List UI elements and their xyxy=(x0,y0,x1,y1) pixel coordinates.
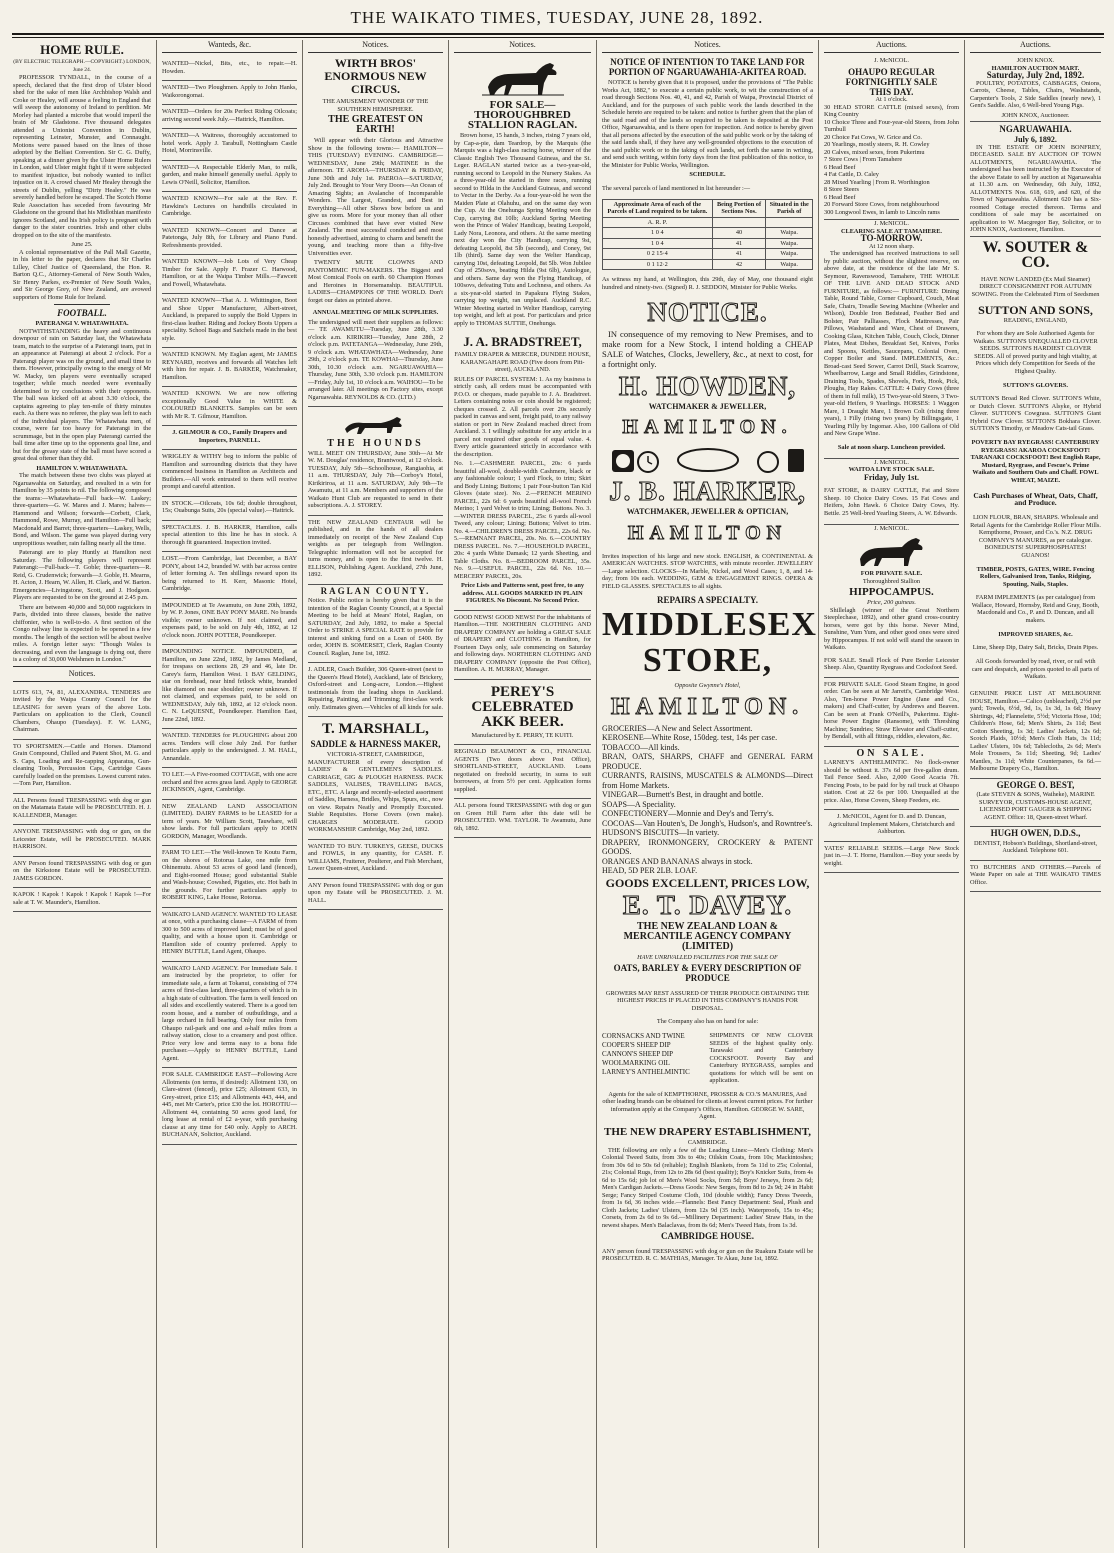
list-item: 6 Head Beef xyxy=(824,163,856,171)
butchers-text: TO BUTCHERS AND OTHERS.—Parcels of Waste Paper on sale at THE WAIKATO TIMES Office. xyxy=(970,863,1101,886)
classified-ad xyxy=(162,348,297,387)
auctioneer-name: J. McNICOL. xyxy=(824,524,959,533)
football-title: FOOTBALL. xyxy=(57,308,107,318)
circus-subtitle: THE AMUSEMENT WONDER OF THE SOUTHERN HEMISPHERE. xyxy=(322,98,429,113)
table-row xyxy=(603,228,813,239)
list-item: SOAPS—A Speciality. xyxy=(602,799,676,809)
circus-title: WIRTH BROS' ENORMOUS NEW CIRCUS. xyxy=(324,56,427,96)
owen-title: HUGH OWEN, D.D.S., xyxy=(990,828,1081,839)
table-cell: Waipa. xyxy=(766,249,813,260)
ad-text: WAIKATO LAND AGENCY. WANTED TO LEASE at once, with a purchasing clause—A FARM of from 300 to 500 acres of improved land; must be of good quality, and with a house upon it. Cambridge or Hamilton side of country preferred. Apply to HENRY BUTTLE, Land Agent, Ohaupo. xyxy=(162,910,297,955)
list-item: 4 Fat Cattle, D. Caley xyxy=(824,171,879,178)
list-item: KEROSENE—White Rose, 150deg. test, 14s per case. xyxy=(602,733,778,743)
classified-ad xyxy=(162,552,297,599)
ad-text: LOST.—From Cambridge, last December, a BAY PONY, about 14.2, branded W. with bar across centre of letter forming A. Ten shillings reward upon its being returned to H. Kerr, Masonic Hotel, Cambridge. xyxy=(162,555,297,592)
ad-text: J. GILMOUR & CO., Family Drapers and Importers, PARNELL. xyxy=(172,429,287,444)
notice-ad xyxy=(13,888,151,912)
marshall-ad xyxy=(308,717,443,840)
trespass-text: ANY person found TRESPASSING with dog or gun on the Ruakura Estate will be PROSECUTED. R. C. MATHIAS, Manager. Te Akau, June 1st, 1892. xyxy=(602,1247,813,1263)
ngaruawahia-text: IN THE ESTATE OF JOHN BONFREY, DECEASED. SALE BY AUCTION OF TOWN ALLOTMENTS, NGARUAWAHIA. The undersigned has been instructed by the Executor of the above Estate to sell by auction at Ngaruawahia at 11.30 a.m. on Wednesday, 6th July, 1892, ALLOTMENTS Nos. 618, 619, and 620, of the Town of Ngaruawahia. Allotment 620 has a Six-roomed Cottage erected thereon. Terms and conditions of sale may be ascertained on application to W. Macgregor Bay, Solicitor, or to JOHN KNOX, Auctioneer, Hamilton. xyxy=(970,143,1101,233)
classified-ad xyxy=(162,521,297,553)
marshall-text: MANUFACTURER of every description of LADIES' & GENTLEMEN'S SADDLES. CARRIAGE, GIG & PLOUGH HARNESS. PACK SADDLES, VALISES, TRAVELLING BAGS, ETC., ETC. A large and recently-selected assortment of Saddles, Harness, Bridles, Whips, Spurs, etc., now on view. Repairs Neatly and Promptly Executed. Stable Requisites. Horse Covers (own make). CHARGES MODERATE. GOOD WORKMANSHIP. Cambridge, May 2nd, 1892. xyxy=(308,758,443,833)
drapery-title: THE NEW DRAPERY ESTABLISHMENT, xyxy=(603,1126,812,1139)
list-item: WOOLMARKING OIL xyxy=(602,1059,670,1068)
bradstreet-rules: RULES OF PARCEL SYSTEM: 1. As my business is strictly cash, all orders must be accompanied with P.O.O. or cheques, made payable to J. A. Bradstreet. Letters containing notes or coin should be registered; cheques crossed. 2. All parcels over 20s securely packed in canvas and sent, freight paid, to any railway station or port in New Zealand reached direct from Auckland. 3. I willingly substitute for any article in a parcel not required other goods of equal value. 4. Every article guaranteed strictly in accordance with the description. xyxy=(454,375,591,458)
column-4 xyxy=(448,40,596,1548)
owen-ad xyxy=(970,827,1101,861)
ohaupo-sale-day: THIS DAY. xyxy=(869,86,914,97)
ad-text: TO LET.—A Five-roomed COTTAGE, with one acre orchard and five acres grass land. Apply to GEORGE JICKINSON, Agent, Cambridge. xyxy=(162,771,297,793)
classified-ad xyxy=(162,105,297,129)
butchers-ad xyxy=(970,861,1101,893)
divider xyxy=(54,304,109,305)
ad-text: WANTED—Two Ploughmen. Apply to John Hanks, Waikorongomai. xyxy=(162,84,297,99)
ohaupo-sale-time: At 1 o'clock. xyxy=(875,96,908,103)
bradstreet-parcels: No. 1.—CASHMERE PARCEL, 20s: 6 yards beautiful all-wool, double-width Cashmere, black or any fashionable colour; 1 yard Flock, to trim; Skirt and Body Lining; Buttons; 1 pair Four-button Tan Kid Gloves (state size). No. 2.—FRENCH MERINO PARCEL, 22s 6d: 6 yards beautiful all-wool French Merino; 1 yard Velvet to trim; Lining; Buttons. No. 3.—WINTER DRESS PARCEL, 25s: 6 yards all-wool Tweed, any colour; Lining; Buttons; Velvet to trim. No. 4.—CHILDREN'S DRESS PARCEL, 22s 6d. No. 5.—REMNANT PARCEL, 20s. No. 6.—COUNTRY DRESS PARCEL. No. 7.—HOUSEHOLD PARCEL, 20s: 4 yards White Damask; 12 yards Sheeting, and Table Cloths. No. 8.—BEDROOM PARCEL, 35s. No. 9.—USEFUL PARCEL, 22s 6d. No. 10.—MERCERY PARCEL, 20s. xyxy=(454,460,591,580)
classified-ad xyxy=(162,161,297,193)
nz-loan-title: THE NEW ZEALAND LOAN & MERCANTILE AGENCY COMPANY (LIMITED) xyxy=(623,920,792,952)
schedule-header-row xyxy=(603,199,813,217)
for-sale-ad xyxy=(824,654,959,678)
auctioneer-name: J. McNICOL. xyxy=(874,57,909,64)
ad-text: NEW ZEALAND LAND ASSOCIATION (LIMITED). DAIRY FARMS to be LEASED for a term of years. Mr William Scott, Tauwhare, will show lands. For full particulars apply to JOHN GORDON, Manager, Woodlands. xyxy=(162,802,297,840)
column-2 xyxy=(156,40,302,1548)
list-item: CONFECTIONERY—Monnie and Dey's and Terry's. xyxy=(602,809,774,819)
on-sale-title: ON SALE. xyxy=(856,747,927,759)
table-cell: Waipa. xyxy=(766,228,813,239)
hippocampus-name: HIPPOCAMPUS. xyxy=(849,586,934,599)
beaumont-ad xyxy=(454,745,591,799)
notice-heading-large: NOTICE. xyxy=(647,296,768,327)
clearing-sale-footer: Sale at noon sharp. Luncheon provided. xyxy=(837,443,946,451)
list-item: 28 Mixed Yearling | From R. Worthington xyxy=(824,178,930,186)
table-cell: 0 1 12·2 xyxy=(603,259,713,270)
classified-ad xyxy=(162,426,297,450)
farm-implements-text: FARM IMPLEMENTS (as per catalogue) from Wallace, Howard, Hornsby, Reid and Gray, Booth, Macdonald and Co., P. and D. Duncan, and all makers. xyxy=(971,594,1100,624)
middlesex-list xyxy=(602,724,813,876)
auctions-heading: Auctions. xyxy=(970,40,1101,53)
ad-text: WRIGLEY & WITHY beg to inform the public of Hamilton and surrounding districts that they have commenced business in Hamilton as Architects and Builders.—All work entrusted to them will receive prompt and careful attention. xyxy=(162,453,297,490)
nz-loan-right-text: SHIPMENTS OF NEW CLOVER SEEDS of the highest quality only. Tarawaki and Canterbury COCKSFOOT. Poverty Bay and Canterbury RYEGRASS, samples and quotations for which will be sent on application. xyxy=(709,1032,813,1085)
list-item: CANNON'S SHEEP DIP xyxy=(602,1050,674,1059)
flour-text: LION FLOUR, BRAN, SHARPS. Wholesale and Retail Agents for the Cambridge Roller Flour Mills. Kempthorne, Prosser, and Co.'s. N.Z. DRUG COMPANY'S MANURES, as per catalogue. BONEDUSTS! SUPERPHOSPHATES! GUANOS! xyxy=(970,514,1101,559)
auctioneer-name: J. McNICOL. xyxy=(824,219,959,228)
classified-ad xyxy=(162,57,297,81)
classified-ad xyxy=(162,962,297,1069)
schedule-header: Approximate Area of each of the Parcels of Land required to be taken. xyxy=(603,199,713,217)
classified-ad xyxy=(162,800,297,847)
auctioneer-signature: JOHN KNOX, Auctioneer. xyxy=(1001,111,1070,119)
best-title: GEORGE O. BEST, xyxy=(996,779,1075,790)
column-1 xyxy=(8,40,156,1548)
adler-ad xyxy=(308,663,443,717)
centaur-text: THE NEW ZEALAND CENTAUR will be published, and in the hands of all dealers immediately on receipt of the New Zealand Cup weights as per telegraph from Wellington. Telegraphic information will not be accepted for turns money, and is open to the first twelve. H. ELLISON, Publishing Agent. Auckland, 27th June, 1892. xyxy=(308,518,443,578)
list-item: COOPER'S SHEEP DIP xyxy=(602,1041,671,1050)
sutton-text: For whom they are Sole Authorised Agents for Waikato. SUTTON'S UNEQUALLED CLOVER SEEDS. SUTTON'S HARDIEST CLOVER SEEDS. All of proved purity and high vitality, at Prices which defy Competition for Seeds of the Highest Quality. xyxy=(973,330,1098,375)
sutton-title: SUTTON AND SONS, xyxy=(978,302,1093,317)
raglan-county-title: RAGLAN COUNTY. xyxy=(320,585,431,596)
ohaupo-sale-title: OHAUPO REGULAR FORTNIGHTLY SALE xyxy=(845,66,938,87)
football-subhead-2: HAMILTON V. WHATAWHATA. xyxy=(36,464,128,472)
ad-text: WAIKATO LAND AGENCY. For Immediate Sale. I am instructed by the proprietor, to offer for immediate sale, a farm at Tokanui, consisting of 774 acres of first-class land, three-quarters of which is in a high state of cultivation. The farm is well fenced on all sides and excellently watered. There is a good ten room house, and a number of outbuildings, and a large orchard in full bearing. Only four miles from Ohaupo rail-park and one and a-half miles from a railway station, close to a creamery and post office. Price very low and terms easy to a bona fide purchaser.—Apply to HENRY BUTTLE, Land Agent. xyxy=(162,964,297,1062)
souter-text: HAVE NOW LANDED (Ex Mail Steamer) DIRECT CONSIGNMENT FOR AUTUMN SOWING. From the Celebrated Firm of Seedsmen xyxy=(971,275,1100,298)
ad-text: WANTED KNOWN—For sale at the Rev. F. Hawkins's Lectures on handbills circulated in Cambridge. xyxy=(162,195,297,217)
auction-date: Saturday, July 2nd, 1892. xyxy=(986,70,1085,80)
list-item: VINEGAR—Burnett's Best, in draught and bottle. xyxy=(602,790,764,800)
akk-beer-text: Manufactured by E. PERRY, TE KUITI. xyxy=(471,731,574,739)
notice-text: LOTS 613, 74, 81, ALEXANDRA. TENDERS are invited by the Waipa County Council for the LEASING for seven years of the above Lots. Particulars on application to the Clerk, Council Chambers, Ohaupo (Tuesdays). F. W. LANG, Chairman. xyxy=(13,688,151,733)
wanteds-heading: Wanteds, &c. xyxy=(162,40,297,53)
circus-text: Will appear with their Glorious and Attractive Show in the following towns:— HAMILTON—THIS (TUESDAY) EVENING. CAMBRIDGE—WEDNESDAY, June 29th; MATINEE in the afternoon. TE AROHA—THURSDAY & FRIDAY, June 30th and July 1st. PAEROA—SATURDAY, July 2nd. Brought to Your Very Doors—An Ocean of Amazing Sights; an Avalanche of Incomparable Wonders. The Largest, Grandest, and Best in Everything—All other Shows bow before us and give us room. More for your money than all other Circuses combined that have ever visited New Zealand. The most successful conducted and most honestly advertised, aiming to charm and benefit the young, and teaching more than a fifty-five Universities ever. xyxy=(308,137,443,257)
trespass-text: ALL persons found TRESPASSING with dog or gun on Green Hill Farm after this date will be PROSECUTED. WM. TAYLOR. Te Awamutu, June 6th, 1892. xyxy=(454,802,591,832)
nz-loan-text: GROWERS MAY REST ASSURED OF THEIR PRODUCE OBTAINING THE HIGHEST PRICES IF PLACED IN THIS COMPANY'S HANDS FOR DISPOSAL. xyxy=(605,989,810,1012)
howden-trade: WATCHMAKER & JEWELLER, xyxy=(648,401,767,411)
notice-text: KAPOK ! Kapok ! Kapok ! Kapok ! Kapok !—For sale at T. W. Maunder's, Hamilton. xyxy=(13,891,151,906)
home-rule-dateline: (BY ELECTRIC TELEGRAPH.—COPYRIGHT.) LONDON, June 24. xyxy=(13,59,151,73)
home-rule-text: PROFESSOR TYNDALL, in the course of a speech, declared that the first drop of Ulster blood shed for the sake of men like Archbishop Walsh and Croke or Healey, will arouse a feeling in England that will sweep the autonomy of Ireland to perdition. Mr Morley had planted a microbe that would imperil the brain of Mr Gladstone. Five thousand delegates attended a Unionist Convention in Dublin, representing Leinster, Munster, and Connaught. Motions were passed based on the lines of those adopted by the Belfast Convention. Sir C. G. Duffy, speaking at a dinner given by the Ulster Home Rulers in London, said Ulster might fight if it were subjected to manifest injustice, but nobody wanted to inflict injustice on it. A crowd chased Mr Healey through the streets of Dublin, yelling "Dirty Healey." He was severely handled before he escaped. The Scotch Home Rule Association has seceded from favouring Mr Gladstone on the ground that his Midlothian manifesto ignores Scotland, and his Irish policy is pregnant with danger to the sister countries. Irish and other clubs dropped on to the site of the manifesto. xyxy=(13,74,151,239)
home-rule-dateline-2: June 25. xyxy=(71,241,93,248)
harker-name: J. B. HARKER, xyxy=(609,476,806,507)
centaur-ad xyxy=(308,516,443,585)
notice-ad xyxy=(13,740,151,794)
akk-beer-ad xyxy=(454,680,591,746)
list-item: 7 Store Cows | From Tamahere xyxy=(824,156,903,163)
harker-stock-lines: Invites inspection of his large and new stock. ENGLISH, & CONTINENTAL & AMERICAN WATCHES. STOP WATCHES, with minute recorder. JEWELLERY—Large selection. CLOCKS—In Marble, Nickel, and Wood Cases; 1, 8, and 14-day; from 10s each. WEDDING, GEM & ENGAGEMENT RINGS. OPERA & FIELD GLASSES. SPECTACLES to all sights. xyxy=(602,552,813,590)
auctions-heading: Auctions. xyxy=(824,40,959,53)
trespass-ad xyxy=(308,879,443,911)
ngaruawahia-date: July 6, 1892. xyxy=(1014,135,1057,144)
clearing-sale-title: CLEARING SALE AT TAMAHERE. xyxy=(840,227,942,235)
classified-ad xyxy=(162,255,297,294)
table-row xyxy=(603,249,813,260)
horse-cut-icon xyxy=(478,57,568,97)
bradstreet-footer: Price Lists and Patterns sent, post free, to any address. ALL GOODS MARKED IN PLAIN FIGURES. No Discount. No Second Price. xyxy=(460,582,584,604)
masthead-rule xyxy=(12,33,1104,38)
hippocampus-subtitle: Thoroughbred Stallion xyxy=(862,577,921,585)
on-sale-ad xyxy=(824,747,959,811)
melbourne-house-ad xyxy=(970,687,1101,779)
ryegrass-text: POVERTY BAY RYEGRASS! CANTERBURY RYEGRASS! AKAROA COCKSFOOT! TARANAKI COCKSFOOT! Best English Rape, Mustard, Ryegrass, and Fescue's. Prime Waikato and Southern Oats and Chaff. FOWL WHEAT, MAIZE. xyxy=(970,439,1101,484)
auctioneer-name: JOHN KNOX. xyxy=(1016,57,1055,64)
list-item: BRAN, OATS, SHARPS, CHAFF and GENERAL FARM PRODUCE. xyxy=(602,752,813,771)
schedule-header: Being Portion of Sections Nos. xyxy=(712,199,766,217)
trespass-text: ANY Person found TRESPASSING with dog or gun upon my Estate will be PROSECUTED. J. M. HALL. xyxy=(308,881,443,904)
list-item: COCOAS—Van Houten's, De Jongh's, Hudson's, and Rowntree's. xyxy=(602,818,813,828)
trespass-ad xyxy=(454,799,591,838)
marshall-subtitle: SADDLE & HARNESS MAKER, xyxy=(310,739,441,749)
ad-text: WANTED—A Waitress, thoroughly accustomed to hotel work. Apply J. Tarabull, Nottingham Castle Hotel, Morrinsville. xyxy=(162,132,297,154)
table-row xyxy=(603,238,813,249)
masthead: THE WAIKATO TIMES, TUESDAY, JUNE 28, 1892. xyxy=(350,8,764,27)
notice-ad xyxy=(13,825,151,857)
auction-mart-title: HAMILTON AUCTION MART. xyxy=(991,64,1080,72)
hippocampus-text: Shillelagh (winner of the Great Northern Steeplechase, 1892), and other grand cross-country horses, were got by this horse. Never Mind, Sunshine, Yum Yum, and other good ones were sired by Hippocampus. If not sold will stand the season in Waikato. xyxy=(824,606,959,652)
raglan-sale-title: FOR SALE—THOROUGHBRED STALLION RAGLAN. xyxy=(467,99,578,131)
milk-meeting-text: The undersigned will meet their suppliers as follows:— TE AWAMUTU—Tuesday, June 28th, 3.30 o'clock a.m. KIRIKIRI—Tuesday, June 28th, 2 o'clock p.m. PATETANGA—Wednesday, June 29th, 9 o'clock a.m. WHATAWHATA—Wednesday, June 29th, 2 o'clock p.m. TE KOWHAI—Thursday, June 30th, 10.30 o'clock a.m. NGARUAWAHIA—Thursday, June 30th, 3.30 o'clock p.m. HAMILTON—Friday, July 1st, 10 o'clock a.m. WAIHOU—To be arranged later. All meetings on Factory sites, except Ngaruawahia. REYNOLDS & CO. (LTD.) xyxy=(308,318,443,401)
bradstreet-ad xyxy=(454,329,591,611)
classified-ad xyxy=(162,599,297,646)
schedule-note: The several parcels of land mentioned in list hereunder :— xyxy=(602,184,751,192)
classified-ad xyxy=(162,497,297,521)
classified-ad xyxy=(162,387,297,426)
ad-text: FOR SALE. CAMBRIDGE EAST—Following Acre Allotments (on terms, if desired): Allotment 130, on Clare-street (fenced), price £25; Allotment 633, in Grey-street, price £15; and Allotments 443, 444, and 445, met Mr Carter's, price £30 the lot. HOROTIU—Allotment 44, containing 50 acres good land, for long lease at rental of £2 a-year, with purchasing clause at any time for £40 only. Apply to ARCH. BUCHANAN, Solicitor, Auckland. xyxy=(162,1071,297,1138)
bradstreet-title: J. A. BRADSTREET, xyxy=(463,334,582,349)
nz-loan-agents: Agents for the sale of KEMPTHORNE, PROSSER & CO.'S MANURES, And other leading brands can be obtained for clients at lowest current prices. For further information apply at the Company's Offices, Hamilton. GEORGE W. SARE, Agent. xyxy=(602,1090,813,1121)
home-rule-text-2: A colonial representative of the Pall Mall Gazette, in his letter to the paper, declares that Sir Charles Lilley, Chief Justice of Queensland, the Hon. R. Barton Q.C., Attorney-General of New South Wales, Sir Henry Parkes, ex-Premier of New South Wales, and Sir George Grey, of New Zealand, are avowed supporters of Home Rule for Ireland. xyxy=(13,248,151,301)
ad-text: WANTED—Nickel, Bits, etc., to repair.—H. Howden. xyxy=(162,60,297,75)
table-cell: 40 xyxy=(712,228,766,239)
ohaupo-lot-list xyxy=(824,104,959,217)
football-text-3: Paterangi are to play Huntly at Hamilton next Saturday. The following players will represent Paterangi:—Full-back—T. Goble; three-quarters—R. Reid, G. Crudenwick; forwards—J. Goble, H. Mearns, H. Acton, J. Hearn, W. Allen, H. Clark, and W. Barton. Emergencies—Livingstone, Scott, and J. Hodgson. Players are requested to be on the ground at 2.45 p.m. xyxy=(13,549,151,601)
hounds-title: THE HOUNDS xyxy=(327,438,424,449)
football-text-1: NOTWITHSTANDING the heavy and continuous downpour of rain on Saturday last, the Whatawhata team, match to the surprise of a Paterangi team, put in an appearance at Paterangi at about 2 o'clock. For a Paterangi player was on the ground, and small time to them. However, principally owing to the energy of Mr W. Macky, ten players were eventually scraped together; while much needed were eventually determined to try conclusions with their opponents. The ball was kicked off at about 3.30 o'clock, the captains agreeing to play ten-mile of thirty minutes each. As there was no referee, the play was left to each of the individual players. The Whatawhata men, of course, were far too heavy for Paterangi in the scrummage, but in the open play Paterangi carried the ball time after time up to the opponents goal line, and but for the greasy state of the ball must have scored a great deal oftener than they did. xyxy=(13,327,151,462)
classified-ad xyxy=(162,294,297,348)
hounds-text: WILL MEET ON THURSDAY, June 30th—At Mr W. M. Douglas' residence, Brantwood, at 12 o'clock. TUESDAY, July 5th—Schoolhouse, Rangiaohia, at 11 a.m. THURSDAY, July 7th—Corboy's Hotel, Kirikiriroa, at 11 a.m. SATURDAY, July 9th—Te Awamutu, at 11 a.m. Members and supporters of the Waikato Hunt Club are requested to send in their subscriptions. A. J. STOREY. xyxy=(308,449,443,509)
notice-ad xyxy=(13,686,151,740)
cambridge-house: CAMBRIDGE HOUSE. xyxy=(660,1231,754,1242)
howden-place: HAMILTON. xyxy=(622,416,793,439)
clearing-sale-day: TO-MORROW. xyxy=(860,233,923,243)
bradstreet-subtitle: FAMILY DRAPER & MERCER, DUNDEE HOUSE, KARANGAHAPE ROAD (Five doors from Pitt-street), AUCKLAND. xyxy=(454,351,591,373)
list-item: GROCERIES—A New and Select Assortment. xyxy=(602,723,753,733)
raglan-sale-text: Brown horse, 15 hands, 3 inches, rising 7 years old, by Cap-a-pie, dam Teardrop, by the Marquis (the Marquis was a high-class racing horse, winner of the Classic English Two Thousand Guineas, and the St. Leger. RAGLAN started twice as a two-year-old, running second to Leopold in the Nursery Stakes. As a three-year-old he started in three races, running second to Hilda in the Auckland Guineas, and second to Vectar in the Derby. As a four-year-old he won the Maiden Plate at Olahuhu, and on the same day won the Cup. At the Onehunga Spring Meeting won the Cup, carrying 8st 10lb; Auckland Spring Meeting won the Prince of Wales' Handicap, beating Leopold, Lady Nora, Leonora, and others. At the same meeting next day won the City Handicap, carrying 9st, defeating Leopold, 8st 5lb (second), and Coney, 9st 1lb (third). Same day won the Welter Handicap, carrying 10st, defeating Leopold, 8st 5lb. Won Jubilee Cup of 250sovs, beating Hilda (9st 6lb), Autologue, and others. Same day won the Flying Handicap, of 100sovs, defeating Tutu and Lochness, and others. As a six-year-old started in Papakura Flying Stakes, carrying top weight, ran unplaced. Auckland R.C. Winter Meeting started in Welter Handicap, carrying top weight, and left at post. For particulars and price apply to THOMAS SUTTIE, Onehunga. xyxy=(454,132,591,327)
ad-text: SPECTACLES. J. B. HARKER, Hamilton, calls special attention to this line he has in stock. A thorough fit guaranteed. Inspection invited. xyxy=(162,523,297,546)
ad-text: WANTED—Orders for 20s Perfect Riding Oilcoats; arriving second week July.—Hattrick, Hamilton. xyxy=(162,108,297,123)
middlesex-title: MIDDLESEX STORE, xyxy=(602,606,817,680)
ad-text: WANTED KNOWN. My Esglan agent, Mr JAMES REYNARD, receives and forwards all Watches left with him for repair. J. B. BARKER, Watchmaker, Hamilton. xyxy=(162,351,297,381)
notices-heading: Notices. xyxy=(13,666,151,682)
hippocampus-sale-title: FOR PRIVATE SALE. xyxy=(860,570,923,578)
lime-text: Lime, Sheep Dip, Dairy Salt, Bricks, Drain Pipes. xyxy=(972,644,1099,652)
list-item: 20 Choice Fat Cows, W. Grice and Co. xyxy=(824,133,922,141)
circus-banner: THE GREATEST ON EARTH! xyxy=(328,114,423,135)
list-item: 20 Calves, mixed sexes, from Pukerimu xyxy=(824,148,925,156)
classified-ad xyxy=(162,645,297,729)
yates-seeds-text: YATES' RELIABLE SEEDS.—Large New Stock just in.—J. T. Horne, Hamilton.—Buy your seeds by weight. xyxy=(824,844,959,867)
list-item: HUDSON'S BISCUITS—In variety. xyxy=(602,828,720,838)
mcnicol-agent-ad xyxy=(824,810,959,842)
drapery-subtitle: CAMBRIDGE. xyxy=(687,1139,728,1147)
akk-beer-title: PEREY'S CELEBRATED AKK BEER. xyxy=(471,683,574,730)
wanted-to-buy-text: WANTED TO BUY. TURKEYS, GEESE, DUCKS and FOWLS, in any quantity, for CASH. F. WILLIAMS, Fruiterer, Poulterer, and Fish Merchant, Lower Queen-street, Auckland. xyxy=(308,842,443,872)
milk-meeting-ad xyxy=(308,306,443,407)
land-notice-text: NOTICE is hereby given that it is proposed, under the provisions of "The Public Works Act, 1882," to execute a certain public work, to wit the construction of a road through Sections Nos. 40, 41, and 42, Parish of Waipa, Provincial District of Auckland, and for the purposes of such public work the lands described in the Schedule hereto are required to be taken: and notice is further given that the plan of the said road and of the lands so required to be taken is deposited at the Post Office, Ngaruawahia, and is there open for inspection. And notice is hereby given that all persons affected by the execution of the said public work or by the taking of the said lands shall, if they have any well-grounded objections to the execution of the said public work or to the taking of such lands, set forth the same in writing, and send such writing, within forty days from the first publication of this notice, to the Minister for Public Works, Wellington. xyxy=(602,79,813,169)
classified-ad xyxy=(162,224,297,256)
davey-name: E. T. DAVEY. xyxy=(622,889,793,920)
sutton-clovers-list: SUTTON'S Broad Red Clover. SUTTON'S White, or Dutch Clover. SUTTON'S Alsyke, or Hybrid Clover. SUTTON'S Cowgrass. SUTTON'S Giant Hybrid Cow Clover. SUTTON'S Bokhara Clover. SUTTON'S Timothy, or Meadow Cats-tail Grass. xyxy=(970,395,1101,433)
classified-ad xyxy=(162,450,297,497)
raglan-county-ad xyxy=(308,585,443,664)
list-item: 10 Choice Three and Four-year-old Steers, from John Turnbull xyxy=(824,118,959,133)
sutton-subtitle: READING, ENGLAND, xyxy=(1003,316,1068,324)
land-notice-title: NOTICE OF INTENTION TO TAKE LAND FOR PORTION OF NGARUAWAHIA-AKITEA ROAD. xyxy=(608,57,807,77)
middlesex-place: HAMILTON. xyxy=(610,693,805,720)
football-subhead-1: PATERANGI V. WHATAWHATA. xyxy=(35,320,129,327)
schedule-units-row xyxy=(603,217,813,228)
sutton-clovers-title: SUTTON'S GLOVERS. xyxy=(1003,381,1068,389)
list-item: 30 HEAD STORE CATTLE (mixed sexes), from King Country xyxy=(824,103,959,118)
miscellany-text: There are between 40,000 and 50,000 ragpickers in Paris, divided into three classes, beside the native chiffonier, who is well-to-do. A first section of the Congo railway line is expected to be opened in a few months. The length of the section will be about twelve miles. A foreign letter says: "Though Wales is decreasing, and even the language is dying out, there is a colony of 30,000 Welshmen in London." xyxy=(13,603,151,663)
beaumont-text: REGINALD BEAUMONT & CO., FINANCIAL AGENTS (Two doors above Post Office), SHORTLAND-STREET, AUCKLAND. Loans negotiated on freehold security, in sums to suit borrowers, at from 5½ per cent. Application forms supplied. xyxy=(454,748,591,793)
raglan-county-text: Notice. Public notice is hereby given that it is the intention of the Raglan County Council, at a Special Meeting to be held at Mears' Hotel, Raglan, on SATURDAY, 2nd July, 1892, to make a Special Order to STRIKE A SPECIAL RATE to provide for interest and sinking fund on a Loan of £400. By order, JOHN B. SOMERSET, Clerk, Raglan County Council. Raglan, June 1st, 1892. xyxy=(308,597,443,657)
notice-ad xyxy=(13,794,151,826)
notice-ad xyxy=(13,857,151,889)
list-item: 20 Forward Store Cows, from neighbourhood xyxy=(824,201,940,208)
for-sale-ad xyxy=(824,678,959,747)
harker-place: HAMILTON xyxy=(627,521,788,544)
marshall-place: VICTORIA-STREET, CAMBRIDGE, xyxy=(326,751,425,758)
ad-text: IN STOCK.—Oilcoats, 10s 6d; double throughout, 15s; Ouabunga Suits, 20s (special value).—Hattrick. xyxy=(162,499,297,514)
melbourne-house-text: GENUINE PRICE LIST AT MELBOURNE HOUSE, Hamilton.—Calico (unbleached), 2½d per yard; Towels, 6½d, 9d, 1s, 1s 3d, 1s 6d; Heavy Shirtings, 4d; Flannelette, 5½d; Victoria Hose, 10d; Children's Hose, 6d; Men's Shirts, 2s 11d; Best Cotton Sheeting, 1s 3d; Ladies' Jackets, 12s 6d; Scotch Plaids, 10½d; Men's Cloth Hats, 3s 11d; Ladies' Ulsters, 10s 6d; Tablecloths, 2s 6d; Men's Mole Trousers, 5s 11d; Sheeting, 9d; Ladies' Mantles, 3s 11d; White Counterpanes, 6s 6d.—Melbourne Drapery Co., Hamilton. xyxy=(970,690,1101,773)
mcnicol-agent-text: J. McNICOL, Agent for D. and D. Duncan, Agricultural Implement Makers, Christchurch and Ashburton. xyxy=(828,813,955,836)
table-cell: 1 0 4 xyxy=(603,238,713,249)
on-sale-text: LARNEY'S ANTHELMINTIC. No flock-owner should be without it. 37s 6d per five-gallon drum. Tail Fence Seed. Also, 2,000 Good Acacia 7ft. Fencing Posts, to be paid for by rail truck at Ohaupo station. Cost at 22 6s per 100. Unequalled at the price. Also, Horse Covers, Sheep Feeders, etc. xyxy=(824,759,959,804)
classified-ad xyxy=(162,768,297,800)
ad-text: WANTED—A Respectable Elderly Man, to milk, garden, and make himself generally useful. Apply to Lewis O'Neill, Solicitor, Hamilton. xyxy=(162,163,297,186)
ad-text: FARM TO LET.—The Well-known Te Koutu Farm, on the shores of Rotorua Lake, one mile from Ohinemutu. About 53 acres of good land (fenced), and Eight-roomed House; good substantial Stable and Wash-house; Cowshed, Pigsties, etc. Hot bath in the grounds. For further particulars apply to ROBERT KING, Lake House, Rotorua. xyxy=(162,849,297,901)
ad-text: WANTED. TENDERS for PLOUGHING about 200 acres. Tenders will close July 2nd. For further particulars apply to the undersigned. J. M. HALL, Annandale. xyxy=(162,732,297,762)
table-cell: Waipa. xyxy=(766,238,813,249)
souter-title: W. SOUTER & CO. xyxy=(970,236,1101,270)
classified-ad xyxy=(162,908,297,962)
notices-heading: Notices. xyxy=(454,40,591,53)
clearing-sale-text: The undersigned has received instructions to sell by public auction, without the slightest reserve, on above date, at the residence of the late Mr S. Seymour, Ravenswood, Tamahere, THE WHOLE OF THE LIVE AND DEAD STOCK AND FURNITURE, as follows:— FURNITURE: Dining Table, Round Table, Corner Cupboard, Couch, Meat Safe, Chairs, Treadle Sewing Machine (Wheeler and Wilson), Double Iron Bedstead, Feather Bed and Bolster, Pair Palliasses, Flock Mattresses, Pair Pillows, Washstand and Ware, Chest of Drawers, Cooking Glass, Kitchen Table, Couch, Clock, Dinner Plates, Meat Dishes, Breakfast Set, Knives, Forks and Spoons, Kettles, Saucepans, Colonial Oven, Copper Boiler and Stand. IMPLEMENTS, &c.: Broad-cast Seed Sower, Carrot Drill, Stack Scarrow, Wheelbarrow, Large and Small Riddles, Grindstone, Draining Tools, Spades, Shovels, Fork, Hook, Pick, Ploughs, Hay Rakes. CATTLE: 4 Dairy Cows (three of them in full milk), 15 Two-year-old Steers, 3 Two-year-old Heifers, 9 Yearlings. HORSES: 1 Waggon Mare, 1 Draught Mare, 1 Brown Colt (rising three years), 1 Filly (rising two years) by Billingsgate, 1 Yearling Filly by Ingomar. Also, 100 Gallons of Old and New Grape Wine. xyxy=(824,250,959,437)
yates-seeds-ad xyxy=(824,842,959,874)
drapery-text: THE following are only a few of the Leading Lines:—Men's Clothing: Men's Colonial Tweed Suits, from 30s to 40s; Oilskin Coats, from 10s; Mackintoshes; from 30s 6d to 50s 6d (reliable); English Blankets, from 5s 11d to 25s; Colonial, 21s; Colonial Rugs, from 12s to 28s 6d (best quality); Boy's Knicker Suits, from 4s 6d to 15s 6d; job lot of Men's Wool Socks, from 5d; Boys' Jerseys, from 2s 6d; Men's Cardigan Jackets.—Dress Goods: New Serges, from 8d to 2s 9d; 24 in Habit Serge; Fancy Striped Costume Cloth, 10d (double width); Fancy Dress Tweeds, from 1s 6d, 36 inches wide.—Flannels: Best Fancy Department: Seal, Plush and Cloth Jackets; Ladies' Ulsters, from 12s 9d (35 inch). Waterproofs, 15s to 45s; Corsets, from 2s 6d to 9s 6d.—Millinery Department: Ladies' Straw Hats, in the newest shapes. Men's Balaclavas, from 8s 6d; Men's Tweed Hats, from 1s 3d. xyxy=(602,1146,813,1229)
for-sale-text: FOR SALE. Small Flock of Pure Border Leicester Sheep. Also, Quantity Ryegrass and Cocksfoot Seed. xyxy=(824,656,959,672)
list-item: 300 Longwool Ewes, in lamb to Lincoln rams xyxy=(824,208,940,216)
schedule-units: A. R. P. xyxy=(603,217,713,228)
column-7 xyxy=(964,40,1106,1548)
clearing-sale-time: At 12 noon sharp. xyxy=(868,242,915,250)
list-item: CURRANTS, RAISINS, MUSCATELS & ALMONDS—Direct from Home Markets. xyxy=(602,771,813,790)
ad-text: IMPOUNDED at Te Awamutu, on June 20th, 1892, by W. P. Jones, ONE BAY PONY MARE. No brands visible; owner unknown. If not claimed, and expenses paid, to be sold on July 4th, 1892, at 12 o'clock noon. JOHN POTTER, Poundkeeper. xyxy=(162,601,297,639)
list-item: ORANGES AND BANANAS always in stock. xyxy=(602,856,753,866)
table-cell: 0 2 15·4 xyxy=(603,249,713,260)
column-5 xyxy=(596,40,818,1548)
wanted-to-buy-ad xyxy=(308,840,443,879)
table-cell: 41 xyxy=(712,249,766,260)
ad-text: WANTED KNOWN—Concert and Dance at Patetonga, July 8th, for Library and Piano Fund. Refreshments provided. xyxy=(162,226,297,249)
classified-ad xyxy=(162,729,297,768)
best-text: (Late STEVEN & SONS, Waiheke), MARINE SURVEYOR, CUSTOMS-HOUSE AGENT, LICENSED PORT GAUGER & SHIPPING AGENT. Office: 18, Queen-street Wharf. xyxy=(976,791,1095,821)
removal-notice-text: IN consequence of my removing to New Premises, and to make room for a New Stock, I intend holding a CHEAP SALE of Watches, Clocks, Jewellery, &c., at next to cost, for a fortnight only. xyxy=(602,328,813,369)
list-item: 20 Yearlings, mostly steers, R. H. Cowley xyxy=(824,141,930,148)
list-item: LARNEY'S ANTHELMINTIC xyxy=(602,1068,690,1077)
table-cell: 1 0 4 xyxy=(603,228,713,239)
football-text-2: The match between these two clubs was played at Ngaruawahia on Saturday, and resulted in a win for Hamilton by 35 points to nil. The following composed the teams:—Whatawhata—Full back—W. Laskey; three-quarters—G. W. Mares and J. Mares; halves—Hammond and Wilson; forwards—Corbett, Clark, Hammond, Rowe, Murray, and Hamilton—Full back; Macdonald and Barret; three-quarters—Laskey, Wells, Bond, and Wilson. The game was played during very unpropitious weather, rain falling nearly all the time. xyxy=(13,472,151,547)
nz-loan-list-title: The Company also has on hand for sale: xyxy=(656,1018,759,1026)
timber-text: TIMBER, POSTS, GATES, WIRE. Fencing Rollers, Galvanised Iron, Tanks, Ridging, Spouting, Nails, Staples. xyxy=(976,565,1095,588)
hounds-ad xyxy=(308,407,443,516)
waitoa-sale-text: FAT STORE, & DAIRY CATTLE, Fat and Store Sheep. 10 Choice Dairy Cows. 15 Fat Cows and Heifers, John Hawk. 6 Choice Dairy Cows, Hy. Bettle. 25 Well-bred Yearling Steers, A. W. Edwards. xyxy=(824,487,959,517)
hound-cut-icon xyxy=(341,413,411,437)
list-item: 8 Store Steers xyxy=(824,186,859,193)
classified-ad xyxy=(162,81,297,105)
harker-trade: WATCHMAKER, JEWELLER & OPTICIAN, xyxy=(626,507,789,517)
nz-loan-list xyxy=(602,1032,813,1085)
good-news-ad xyxy=(454,611,591,680)
list-item: TOBACCO—All kinds. xyxy=(602,742,680,752)
schedule-header: Situated in the Parish of xyxy=(766,199,813,217)
notices-heading: Notices. xyxy=(602,40,813,53)
list-item: 6 Head Beef xyxy=(824,193,856,201)
auction-text: POULTRY, POTATOES, CABBAGES, Onions, Carrots, Cheese, Tables, Chairs, Washstands, Carpenter's Tools, 2 Side Saddles (nearly new), 1 Gent's Saddle. Also, 6 Well-bred Young Pigs. xyxy=(970,79,1101,109)
table-cell: 41 xyxy=(712,238,766,249)
adler-text: J. ADLER, Coach Builder, 306 Queen-street (next to the Queen's Head Hotel), Auckland, late of Brickery, Oxford-street and Long-acre, London.—Highest testimonials from the leading shops in Auckland. Repairing, Painting, and Trimming; first-class work only. Estimates given.—Vehicles of all kinds for sale. xyxy=(308,666,443,711)
notice-text: ALL Persons found TRESPASSING with dog or gun on the Matamata Estate will be PROSECUTED. H. J. KALLENDER, Manager. xyxy=(13,796,151,819)
waitoa-sale-day: Friday, July 1st. xyxy=(863,472,920,482)
notices-heading: Notices. xyxy=(308,40,443,53)
harker-repairs: REPAIRS A SPECIALTY. xyxy=(657,594,758,605)
list-item: CORNSACKS AND TWINE xyxy=(602,1032,685,1041)
for-sale-text: FOR PRIVATE SALE. Good Steam Engine, in good order. Can be seen at Mr Jarrett's, Cambridge West. Also, Ten-horse Power Engine (Jane and Co., makers) and Chaff-cutter, by Andrews and Beaven. Can be seen at Frank O'Neill's, Pukerimu. Eight-horse Power Engine (Ransome), with Threshing Machine; Sundries; Straw Elevator and Chaff-cutter, by Bendall, with all fittings, riddles, elevators, &c. xyxy=(824,680,959,741)
auctioneer-name: J. McNICOL. xyxy=(824,458,959,467)
ad-text: IMPOUNDING NOTICE. IMPOUNDED, at Hamilton, on June 22nd, 1892, by James Medland, for trespass on sections 28, 29 and 46, late Dr. Carey's farm, Hamilton West. 1 BAY GELDING, star on forehead, near hind fetlock white, branded like diamond on near shoulder; owner unknown. If not claimed, and expenses paid, to be sold on WEDNESDAY, July 6th, 1892, at 12 o'clock noon. C. N. LeQUESNE, Poundkeeper. Hamilton East, June 22nd, 1892. xyxy=(162,648,297,723)
milk-meeting-title: ANNUAL MEETING OF MILK SUPPLIERS. xyxy=(312,309,439,316)
classified-ad xyxy=(162,1068,297,1145)
schedule-table xyxy=(602,199,813,271)
schedule-footer: As witness my hand, at Wellington, this 29th, day of May, one thousand eight hundred and ninety-two. (Signed) R. J. SEDDON, Minister for Public Works. xyxy=(602,276,813,291)
owen-text: DENTIST, Hobson's Buildings, Shortland-street, Auckland. Telephone 601. xyxy=(973,839,1098,855)
column-6 xyxy=(818,40,964,1548)
nz-loan-produce: OATS, BARLEY & EVERY DESCRIPTION OF PRODUCE xyxy=(613,963,802,984)
howden-name: H. HOWDEN, xyxy=(618,370,797,401)
marshall-title: T. MARSHALL, xyxy=(322,721,429,737)
orders-text: All Goods forwarded by road, river, or rail with care and despatch, and prices quoted to all parts of Waikato. xyxy=(971,658,1100,681)
circus-text-2: TWENTY MUTE CLOWNS AND PANTOMIMIC FUN-MAKERS. The Biggest and Most Comical Fools on earth. 60 Champion Horses and Heroines in Horsemanship. BEAUTIFUL LADIES—CHAMPIONS OF THE WORLD. Don't forget our dates as printed above. xyxy=(308,259,443,304)
middlesex-subtitle: Opposite Gwynne's Hotel, xyxy=(674,682,741,690)
notice-text: ANYONE TRESPASSING with dog or gun, on the Leicester Estate, will be PROSECUTED. MARK HARRISON. xyxy=(13,828,151,850)
nz-loan-left-list xyxy=(602,1032,706,1085)
column-3 xyxy=(302,40,448,1548)
notice-text: ANY Person found TRESPASSING with dog or gun on the Kirkstone Estate will be PROSECUTED. JAMES GORDON. xyxy=(13,859,151,882)
ngaruawahia-title: NGARUAWAHIA. xyxy=(970,121,1101,134)
schedule-title: SCHEDULE. xyxy=(689,171,726,178)
stallion-cut-icon xyxy=(852,535,932,567)
ad-text: WANTED KNOWN—That A. J. Whittington, Boot and Shoe Upper Manufacturer, Albert-street, Auckland, is prepared to supply the Bold Uppers in first-class leather. Riding and Jockey Boots Uppers a speciality. School Bags and Satchels made in the best style. xyxy=(162,297,297,342)
nz-loan-subtitle: HAVE UNRIVALLED FACILITIES FOR THE SALE OF xyxy=(637,953,778,961)
notice-text: TO SPORTSMEN.—Cattle and Horses. Diamond Grain Compound, Chilled and Patent Shot, M. G. and S. Caps, Loading and Re-capping Apparatus, Gun-cleaning Tools, Percussion Caps, Cartridge Cases carefully loaded on the premises. Lowest current rates.—Tom Parr, Hamilton. xyxy=(13,742,151,787)
table-row xyxy=(603,259,813,270)
watches-clocks-icon xyxy=(608,444,808,474)
waitoa-sale-title: WAITOA LIVE STOCK SALE. xyxy=(848,466,935,474)
best-ad xyxy=(970,779,1101,828)
goods-excellent-line: GOODS EXCELLENT, PRICES LOW, xyxy=(605,875,810,890)
classified-ad xyxy=(162,192,297,224)
good-news-text: GOOD NEWS! GOOD NEWS! For the inhabitants of Hamilton.—THE NORTHERN CLOTHING AND DRAPERY COMPANY are holding a GREAT SALE of DRAPERY and CLOTHING in Hamilton, for Fourteen Days only, sale commencing on Saturday and following days. NORTHERN CLOTHING AND DRAPERY COMPANY (opposite the Post Office), Hamilton. A. H. MURRAY, Manager. xyxy=(454,613,591,673)
list-item: DRAPERY, IRONMONGERY, CROCKERY & PATENT GOODS. xyxy=(602,837,813,857)
table-cell: Waipa. xyxy=(766,259,813,270)
ad-text: WANTED KNOWN—Job Lots of Very Cheap Timber for Sale. Apply F. Frazer C. Harwood, Hamilton, or at the Waipa Timber Mills.—Fawcett and Fowell, Whatawhata. xyxy=(162,258,297,288)
classified-ad xyxy=(162,846,297,908)
list-item: HEAD, 5D PER 2LB. LOAF. xyxy=(602,866,698,876)
table-cell: 42 xyxy=(712,259,766,270)
home-rule-title: HOME RULE. xyxy=(40,42,124,57)
improved-shares-text: IMPROVED SHARES, &c. xyxy=(998,630,1073,638)
classified-ad xyxy=(162,129,297,161)
hippocampus-price: Price, 200 guineas. xyxy=(867,599,916,607)
cash-purchases-text: Cash Purchases of Wheat, Oats, Chaff, and Produce. xyxy=(973,490,1098,508)
ad-text: WANTED KNOWN. We are now offering exceptionally Good Value in WHITE & COLOURED BLANKETS. Samples can be seen with Mr R. T. Gilmour, Hamilton. xyxy=(162,390,297,420)
